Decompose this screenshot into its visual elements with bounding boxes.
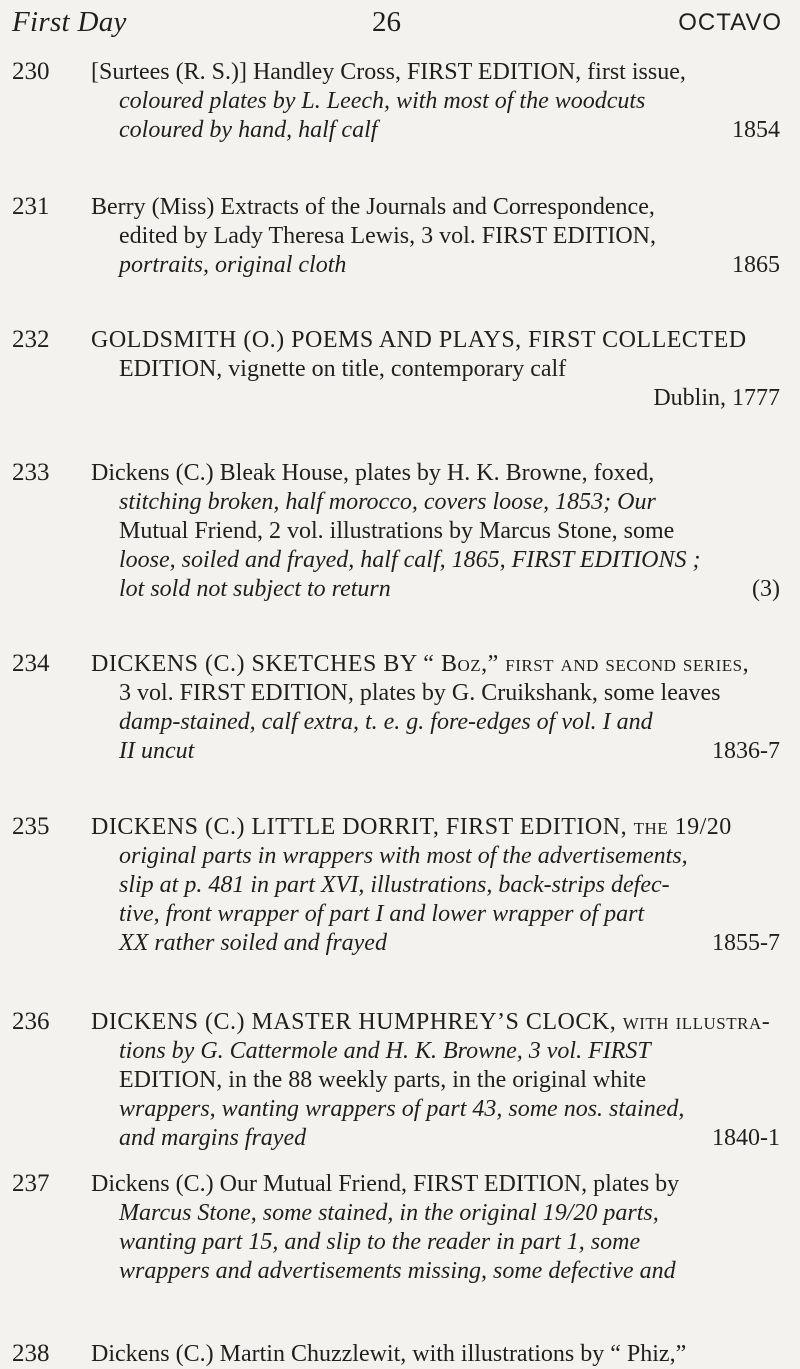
lot-number: 238 — [12, 1340, 50, 1367]
lot-line: stitching broken, half morocco, covers loose, 1853; Our — [119, 489, 656, 515]
format-heading: OCTAVO — [678, 9, 782, 36]
lot-number: 233 — [12, 459, 50, 486]
lot-description — [91, 459, 780, 604]
lot-number: 234 — [12, 650, 50, 677]
lot-line: lot sold not subject to return — [119, 576, 391, 602]
lot-line: Dickens (C.) Martin Chuzzlewit, with illustrations by “ Phiz,” — [91, 1341, 687, 1367]
lot-description — [91, 58, 780, 145]
lot-description — [91, 1008, 780, 1153]
lot-line-with-date — [91, 737, 780, 766]
lot-line: DICKENS (C.) SKETCHES BY “ Boz,” first and second series, — [91, 651, 750, 677]
lot-line: XX rather soiled and frayed — [119, 930, 387, 956]
lot-line-with-date — [91, 116, 780, 145]
lot-line: II uncut — [119, 738, 195, 764]
lot-line: coloured by hand, half calf — [119, 117, 378, 143]
lot-line: DICKENS (C.) LITTLE DORRIT, FIRST EDITION, the 19/20 — [91, 814, 732, 840]
lot-line-with-date — [91, 575, 780, 604]
lot-date: 1855-7 — [712, 930, 780, 956]
lot-line: Dickens (C.) Bleak House, plates by H. K. Browne, foxed, — [91, 460, 655, 486]
lot-line: EDITION, in the 88 weekly parts, in the original white — [119, 1067, 647, 1093]
lot-line: edited by Lady Theresa Lewis, 3 vol. FIRST EDITION, — [119, 223, 657, 249]
page-header — [12, 6, 782, 46]
lot-number: 232 — [12, 326, 50, 353]
lot-line-with-date — [91, 251, 780, 280]
lot-line: tive, front wrapper of part I and lower wrapper of part — [119, 901, 645, 927]
lot-date: 1865 — [732, 252, 780, 278]
lot-line-with-date — [91, 1124, 780, 1153]
lot-description — [91, 813, 780, 958]
lot-line: tions by G. Cattermole and H. K. Browne, 3 vol. FIRST — [119, 1038, 651, 1064]
lot-line: damp-stained, calf extra, t. e. g. fore-edges of vol. I and — [119, 709, 653, 735]
lot-line: portraits, original cloth — [119, 252, 347, 278]
lot-line: coloured plates by L. Leech, with most of the woodcuts — [119, 88, 646, 114]
lot-line: slip at p. 481 in part XVI, illustrations, back-strips defec- — [119, 872, 670, 898]
lot-number: 235 — [12, 813, 50, 840]
lot-line: GOLDSMITH (O.) POEMS AND PLAYS, FIRST COLLECTED — [91, 327, 747, 353]
lot-line: 3 vol. FIRST EDITION, plates by G. Cruikshank, some leaves — [119, 680, 721, 706]
lot-line: EDITION, vignette on title, contemporary calf — [119, 356, 567, 382]
lot-description — [91, 1340, 780, 1369]
lot-line: and margins frayed — [119, 1125, 307, 1151]
lot-line: original parts in wrappers with most of the advertisements, — [119, 843, 688, 869]
lot-date: 1840-1 — [712, 1125, 780, 1151]
lot-line: Marcus Stone, some stained, in the original 19/20 parts, — [119, 1200, 659, 1226]
lot-number: 237 — [12, 1170, 50, 1197]
lot-date: Dublin, 1777 — [653, 385, 780, 411]
lot-number: 236 — [12, 1008, 50, 1035]
lot-description — [91, 326, 780, 413]
lot-number: 230 — [12, 58, 50, 85]
lot-description — [91, 1170, 780, 1286]
lot-line-with-date — [91, 929, 780, 958]
lot-description — [91, 193, 780, 280]
lot-line-with-date — [91, 384, 780, 413]
lot-line: Berry (Miss) Extracts of the Journals and Correspondence, — [91, 194, 655, 220]
sale-day-heading: First Day — [12, 6, 127, 38]
lot-line: wanting part 15, and slip to the reader in part 1, some — [119, 1229, 641, 1255]
lot-line: Mutual Friend, 2 vol. illustrations by Marcus Stone, some — [119, 518, 675, 544]
lot-line: wrappers, wanting wrappers of part 43, some nos. stained, — [119, 1096, 685, 1122]
lot-number: 231 — [12, 193, 50, 220]
lot-date: (3) — [752, 576, 780, 602]
lot-description — [91, 650, 780, 766]
lot-line: loose, soiled and frayed, half calf, 1865, FIRST EDITIONS ; — [119, 547, 701, 573]
lot-line: DICKENS (C.) MASTER HUMPHREY’S CLOCK, with illustra- — [91, 1009, 771, 1035]
lot-line: [Surtees (R. S.)] Handley Cross, FIRST EDITION, first issue, — [91, 59, 686, 85]
lot-line: wrappers and advertisements missing, some defective and — [119, 1258, 676, 1284]
lot-date: 1836-7 — [712, 738, 780, 764]
lot-date: 1854 — [732, 117, 780, 143]
page-number: 26 — [372, 6, 401, 38]
lot-line: Dickens (C.) Our Mutual Friend, FIRST EDITION, plates by — [91, 1171, 680, 1197]
